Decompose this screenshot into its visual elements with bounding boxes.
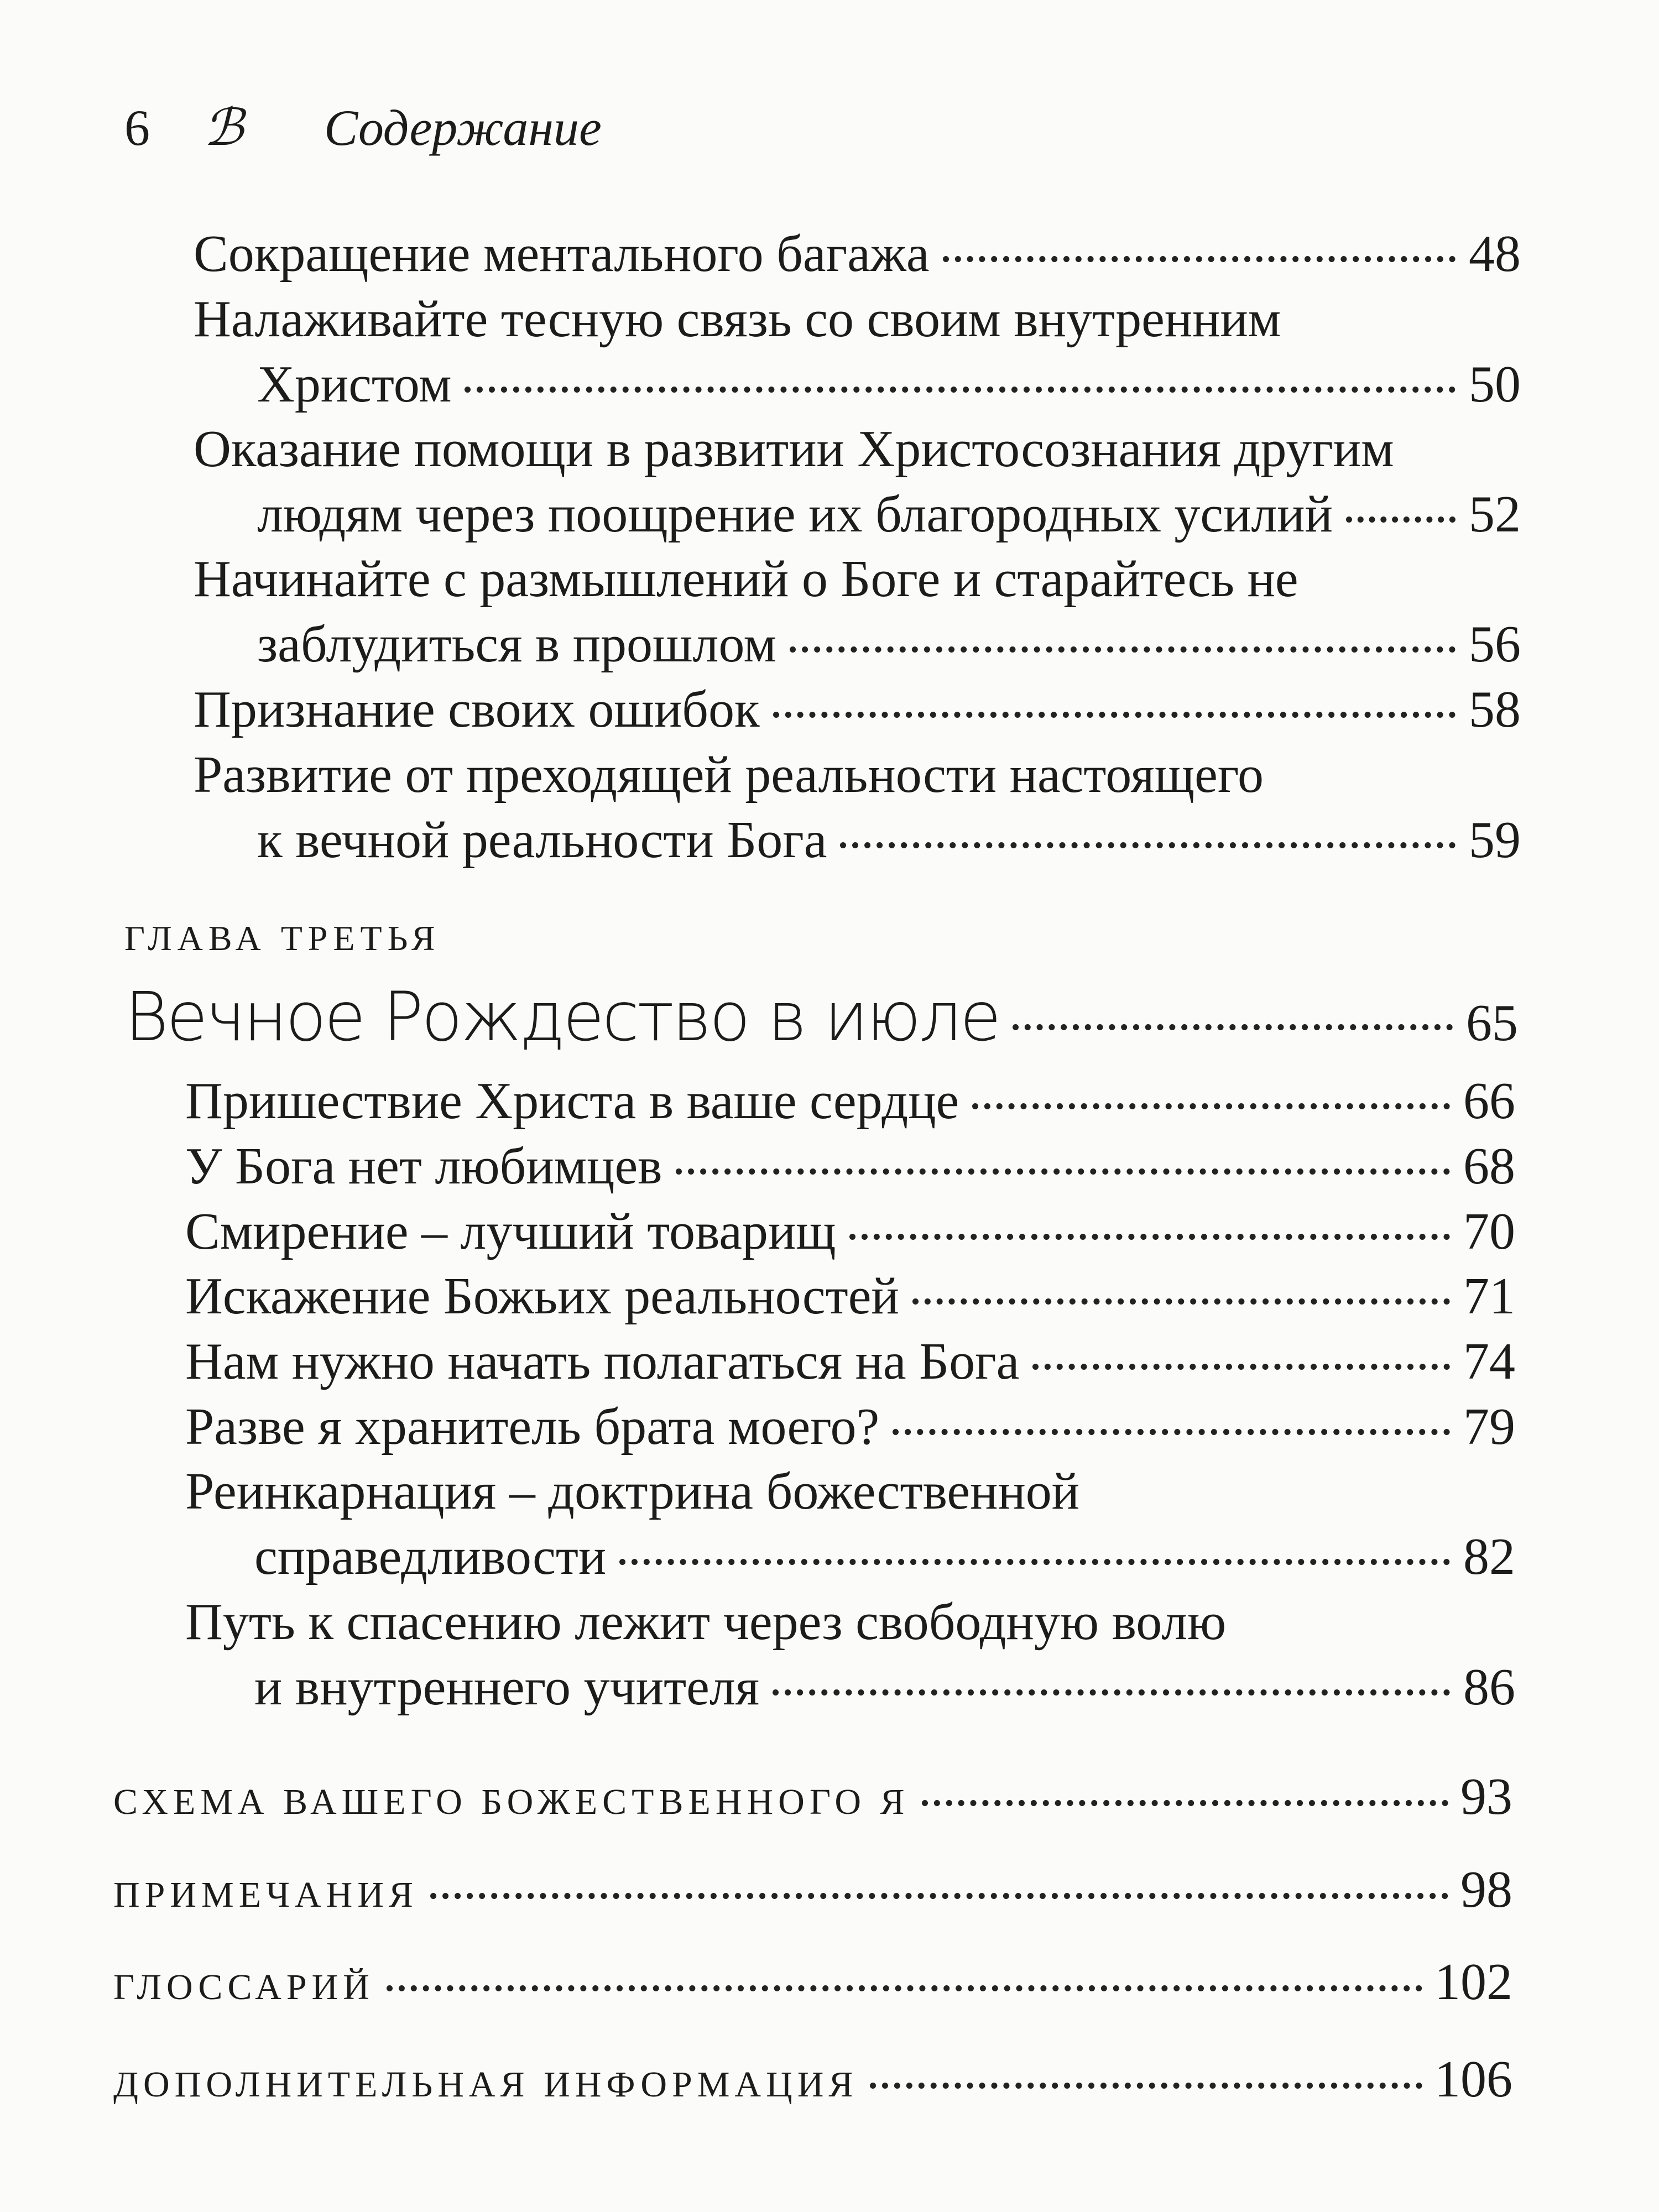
back-matter-entry[interactable]: [113, 1767, 1512, 1827]
back-matter-label: ДОПОЛНИТЕЛЬНАЯ ИНФОРМАЦИЯ: [113, 2064, 858, 2105]
toc-entry-title: Искажение Божьих реальностей: [185, 1267, 899, 1325]
toc-entry-page: 56: [1469, 615, 1521, 673]
dot-leader: [893, 1429, 1450, 1435]
toc-entry-page: 71: [1463, 1267, 1515, 1325]
back-matter-page: 102: [1434, 1953, 1512, 2011]
toc-entry-page: 48: [1469, 225, 1521, 283]
chapter-title: Вечное Рождество в июле: [124, 978, 999, 1056]
toc-entry[interactable]: [194, 420, 1521, 478]
toc-entry-title-cont: справедливости: [254, 1528, 607, 1585]
dot-leader: [430, 1893, 1448, 1899]
dot-leader: [912, 1298, 1450, 1305]
chapter-page: 65: [1466, 994, 1518, 1052]
toc-entry[interactable]: [185, 1398, 1515, 1455]
toc-entry-title: Сокращение ментального багажа: [194, 225, 930, 283]
toc-entry[interactable]: [194, 746, 1521, 804]
toc-entry-title-cont: заблудиться в прошлом: [257, 615, 777, 673]
toc-entry-title-cont: и внутреннего учителя: [254, 1658, 760, 1716]
toc-entry-title-cont: людям через поощрение их благородных усилий: [257, 486, 1333, 543]
toc-entry-page: 68: [1463, 1138, 1515, 1195]
toc-entry-page: 74: [1463, 1333, 1515, 1390]
dot-leader: [790, 646, 1455, 653]
toc-entry-page: 52: [1469, 486, 1521, 543]
dot-leader: [1346, 517, 1455, 523]
toc-entry-title: Путь к спасению лежит через свободную волю: [185, 1593, 1227, 1651]
toc-entry-title: Налаживайте тесную связь со своим внутренним: [194, 290, 1281, 348]
toc-entry[interactable]: [185, 1463, 1515, 1520]
back-matter-label: ПРИМЕЧАНИЯ: [113, 1875, 418, 1915]
back-matter-entry[interactable]: [113, 2049, 1512, 2109]
toc-entry-continuation[interactable]: [257, 356, 1521, 413]
toc-entry-page: 58: [1469, 681, 1521, 738]
toc-entry-title: Начинайте с размышлений о Боге и старайтесь не: [194, 550, 1298, 608]
back-matter-label: ГЛОССАРИЙ: [113, 1967, 374, 2007]
back-matter-page: 93: [1460, 1768, 1512, 1825]
toc-entry[interactable]: [194, 681, 1521, 738]
toc-entry[interactable]: [185, 1333, 1515, 1390]
toc-entry-title: Реинкарнация – доктрина божественной: [185, 1463, 1080, 1520]
dot-leader: [943, 256, 1455, 262]
toc-entry-continuation[interactable]: [257, 811, 1521, 869]
back-matter-page: 106: [1434, 2051, 1512, 2108]
running-header: [124, 100, 602, 156]
toc-entry-page: 50: [1469, 356, 1521, 413]
dot-leader: [465, 387, 1455, 393]
back-matter-entry[interactable]: [113, 1860, 1512, 1919]
toc-entry-title: Оказание помощи в развитии Христосознания другим: [194, 420, 1394, 478]
dot-leader: [1013, 1024, 1453, 1030]
dot-leader: [840, 842, 1455, 848]
toc-entry-continuation[interactable]: [257, 615, 1521, 673]
toc-entry-page: 82: [1463, 1528, 1515, 1585]
toc-entry-title-cont: Христом: [257, 356, 452, 413]
toc-entry[interactable]: [194, 225, 1521, 283]
dot-leader: [849, 1234, 1450, 1240]
dot-leader: [619, 1559, 1450, 1565]
toc-entry[interactable]: [185, 1072, 1515, 1130]
toc-entry-page: 66: [1463, 1072, 1515, 1130]
dot-leader: [1032, 1364, 1450, 1370]
toc-entry[interactable]: [194, 290, 1521, 348]
toc-entry-continuation[interactable]: [257, 486, 1521, 543]
toc-entry-page: 79: [1463, 1398, 1515, 1455]
toc-entry-title: Смирение – лучший товарищ: [185, 1203, 836, 1260]
toc-entry-continuation[interactable]: [254, 1658, 1515, 1716]
toc-entry-title: Пришествие Христа в ваше сердце: [185, 1072, 959, 1130]
toc-entry-title: Признание своих ошибок: [194, 681, 760, 738]
dot-leader: [922, 1800, 1448, 1806]
ornament-glyph: ℬ: [204, 100, 244, 156]
toc-entry[interactable]: [194, 550, 1521, 608]
toc-entry-title: Нам нужно начать полагаться на Бога: [185, 1333, 1020, 1390]
page-number: 6: [124, 100, 150, 156]
page-title: Содержание: [324, 100, 602, 156]
dot-leader: [676, 1168, 1450, 1175]
toc-entry-page: 86: [1463, 1658, 1515, 1716]
dot-leader: [387, 1985, 1422, 1991]
toc-entry-title: Развитие от преходящей реальности настоящего: [194, 746, 1264, 804]
toc-entry[interactable]: [185, 1267, 1515, 1325]
back-matter-page: 98: [1460, 1861, 1512, 1918]
toc-entry-page: 70: [1463, 1203, 1515, 1260]
back-matter-label: СХЕМА ВАШЕГО БОЖЕСТВЕННОГО Я: [113, 1782, 910, 1822]
chapter-entry[interactable]: [124, 978, 1518, 1056]
dot-leader: [773, 1689, 1450, 1695]
toc-entry-title: Разве я хранитель брата моего?: [185, 1398, 880, 1455]
toc-entry[interactable]: [185, 1203, 1515, 1260]
toc-entry[interactable]: [185, 1593, 1515, 1651]
back-matter-entry[interactable]: [113, 1952, 1512, 2012]
toc-entry-continuation[interactable]: [254, 1528, 1515, 1585]
toc-entry[interactable]: [185, 1138, 1515, 1195]
toc-entry-page: 59: [1469, 811, 1521, 869]
dot-leader: [972, 1103, 1450, 1109]
chapter-label: ГЛАВА ТРЕТЬЯ: [124, 919, 441, 958]
dot-leader: [870, 2083, 1422, 2089]
dot-leader: [773, 712, 1455, 718]
toc-entry-title: У Бога нет любимцев: [185, 1138, 662, 1195]
toc-entry-title-cont: к вечной реальности Бога: [257, 811, 827, 869]
